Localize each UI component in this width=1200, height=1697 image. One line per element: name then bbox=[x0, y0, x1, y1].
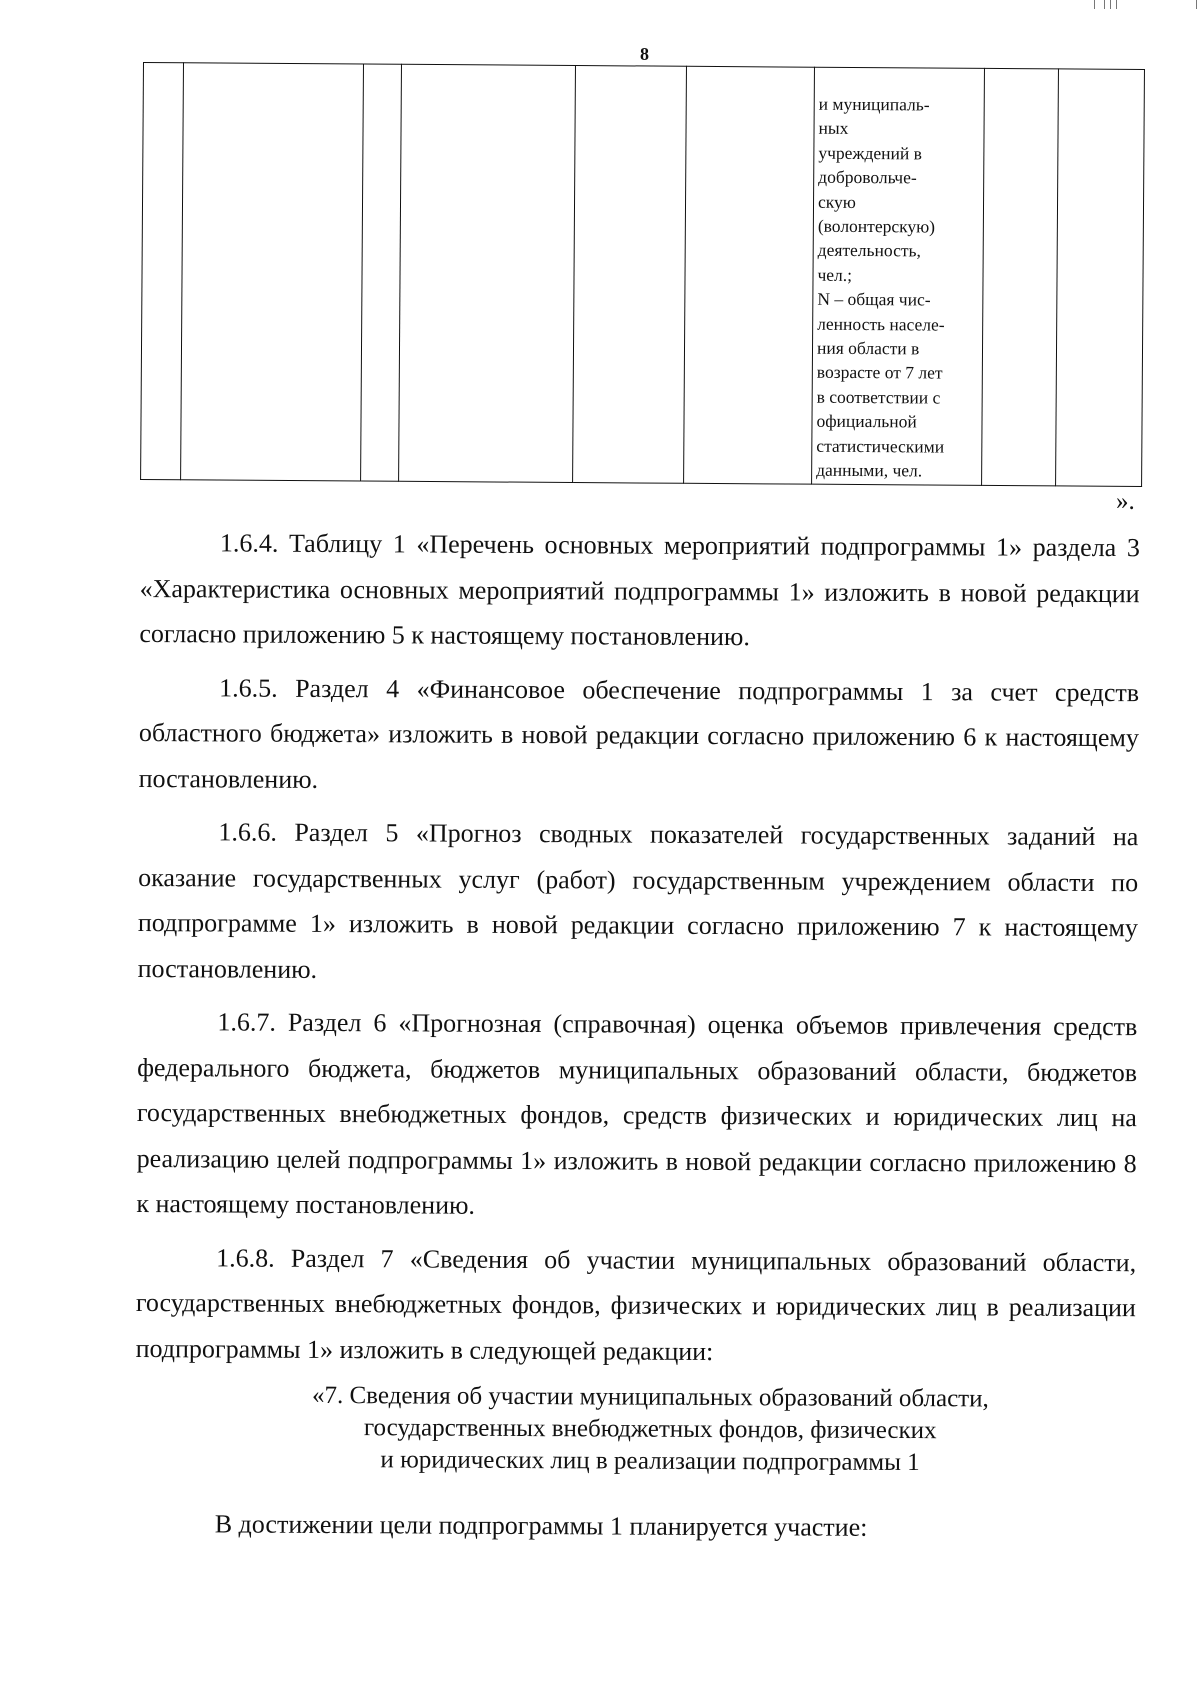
paragraph-1-6-5: 1.6.5. Раздел 4 «Финансовое обеспечение подпрограммы 1 за счет средств областного бюджета» изложить в новой редакции согласно приложению 6 к настоящему постановлению. bbox=[138, 672, 1140, 794]
paragraph-1-6-6: 1.6.6. Раздел 5 «Прогноз сводных показателей государственных заданий на оказание государственных услуг (работ) государственным учреждением области по подпрограмме 1» изложить в новой редакции согласно приложению 7 к настоящему постановлению. bbox=[137, 817, 1139, 984]
table-cell bbox=[573, 66, 687, 484]
paragraph-1-6-7: 1.6.7. Раздел 6 «Прогнозная (справочная) оценка объемов привлечения средств федерального бюджета, бюджетов муниципальных образований области, бюджетов государственных внебюджетных фондов, средств физических и юридических лиц на реализацию целей подпрограммы 1» изложить в новой редакции согласно приложению 8 к настоящему постановлению. bbox=[136, 1007, 1138, 1220]
table-cell bbox=[399, 64, 576, 482]
table-cell bbox=[684, 66, 815, 484]
table-cell bbox=[181, 63, 364, 481]
table-row bbox=[141, 63, 1145, 487]
indicator-table-fragment bbox=[140, 62, 1145, 487]
table-cell-formula-description bbox=[812, 67, 985, 485]
table-cell bbox=[141, 63, 184, 480]
closing-quote: ». bbox=[1116, 488, 1135, 515]
paragraph-1-6-4: 1.6.4. Таблицу 1 «Перечень основных мероприятий подпрограммы 1» раздела 3 «Характеристика основных мероприятий подпрограммы 1» изложить в новой редакции согласно приложению 5 к настоящему постановлению. bbox=[139, 528, 1140, 652]
section-7-heading: «7. Сведения об участии муниципальных образований области, государственных внебюджетных фондов, физических и юридических лиц в реализации подпрограммы 1 bbox=[311, 1381, 989, 1477]
table-cell bbox=[361, 64, 402, 481]
table-cell bbox=[982, 68, 1059, 486]
formula-description-text: и муниципаль- ных учреждений в добровольче- скую (волонтерскую) деятельность, чел.; N – общая чис- ленность населе- ния области в возрасте от 7 лет в соответствии с официальной статистическими данными, чел. bbox=[816, 93, 945, 481]
scan-edge-marks bbox=[1090, 0, 1200, 10]
paragraph-1-6-8: 1.6.8. Раздел 7 «Сведения об участии муниципальных образований области, государственных внебюджетных фондов, физических и юридических лиц в реализации подпрограммы 1» изложить в следующей редакции: bbox=[135, 1242, 1137, 1366]
page-number: 8 bbox=[640, 44, 649, 64]
document-body bbox=[135, 520, 1140, 1552]
table-cell bbox=[1056, 69, 1145, 487]
paragraph-participation: В достижении цели подпрограммы 1 планируется участие: bbox=[214, 1509, 868, 1542]
